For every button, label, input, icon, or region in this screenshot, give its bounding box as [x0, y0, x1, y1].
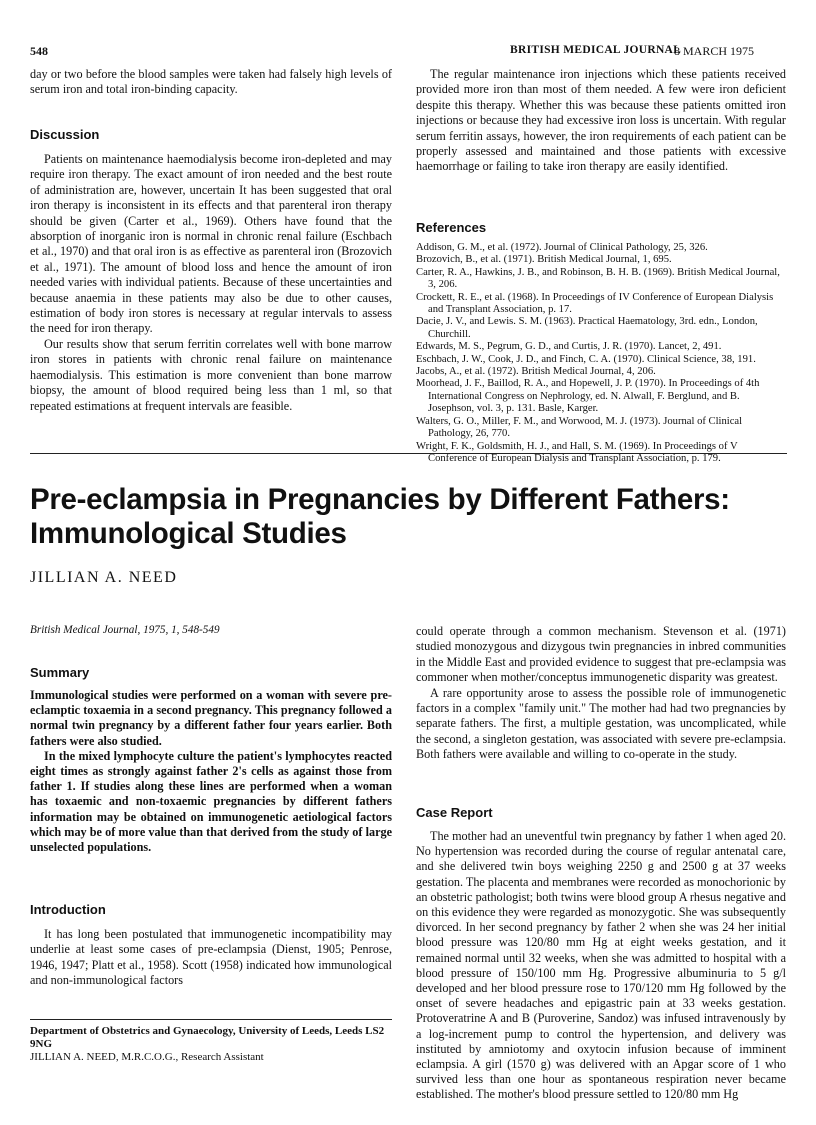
- footnote-rule: [30, 1019, 392, 1020]
- references-list: [416, 242, 786, 465]
- introduction-heading: Introduction: [30, 902, 106, 917]
- discussion-body: [30, 152, 392, 414]
- body-paragraph: A rare opportunity arose to assess the possible role of immunogenetic factors in a complex "family unit." The mother had had two pregnancies by separate fathers. The first, a multiple gestation, was uncomplicated, while the second, a singleton gestation, was associated with severe pre-eclampsia. Both fathers were available and willing to co-operate in the study.: [416, 685, 786, 762]
- page-number: 548: [30, 44, 48, 58]
- summary-paragraph: In the mixed lymphocyte culture the patient's lymphocytes reacted eight times as strongly against father 2's cells as against those from father 1. If studies along these lines are performed when a woman has toxaemic and non-toxaemic pregnancies by different fathers information may be obtained on immunogenetic aetiological factors which may be of more value than that derived from the study of large unselected populations.: [30, 748, 392, 855]
- case-report-paragraph: The mother had an uneventful twin pregnancy by father 1 when aged 20. No hypertension was recorded during the course of regular antenatal care, and she delivered twin boys weighing 2250 g and 2500 g at 37 weeks gestation. The placenta and membranes were recorded as monochorionic by an obstetric pathologist; both twins were blood group A rhesus negative and on this evidence they were regarded as monozygotic. She was subsequently divorced. In her second pregnancy by father 2 when she was 24 her initial blood pressure was 120/80 mm Hg at eight weeks gestation, and it remained normal until 32 weeks, when she was admitted to hospital with a blood pressure of 150/100 mm Hg. Progressive albuminuria to 5 g/l developed and her blood pressure rose to 170/120 mm Hg followed by the onset of severe headaches and epigastric pain at 33 weeks gestation. Protoveratrine A and B (Puroverine, Sandoz) was infused intravenously by a log-increment pump to control the hypertension, and delivery was instituted by amniotomy and oxytocin infusion because of imminent eclampsia. A girl (1570 g) was delivered with an Apgar score of 1 who survived less than one hour as spontaneous respiration never became established. The mother's blood pressure settled to 120/80 mm Hg: [416, 829, 786, 1102]
- reference-item: Moorhead, J. F., Baillod, R. A., and Hopewell, J. P. (1970). In Proceedings of 4th International Congress on Nephrology, ed. N. Alwall, F. Berglund, and B. Josephson, vol. 3, p. 131. Basle, Karger.: [416, 378, 760, 415]
- discussion-paragraph: Patients on maintenance haemodialysis become iron-depleted and may require iron therapy. The exact amount of iron needed and the best route of administration are, however, uncertain It has been suggested that oral iron therapy is inconsistent in its effects and that parenteral iron therapy should be given (Carter et al., 1969). Others have found that the absorption of inorganic iron is normal in chronic renal failure (Eschbach et al., 1970) and that oral iron is as effective as parenteral iron (Brozovich et al., 1971). The amount of blood loss and hence the amount of iron needed varies with individual patients. Because of these uncertainties and because anaemia in these patients may also be due to other causes, estimation of body iron stores is necessary at regular intervals to assess the need for iron therapy.: [30, 152, 392, 336]
- journal-name: BRITISH MEDICAL JOURNAL: [510, 44, 682, 56]
- reference-item: Brozovich, B., et al. (1971). British Medical Journal, 1, 695.: [416, 254, 672, 266]
- prev-article-right-top: [416, 67, 786, 175]
- article-title: Pre-eclampsia in Pregnancies by Different Fathers: Immunological Studies: [30, 483, 730, 550]
- right-column-intro: [416, 624, 786, 763]
- article-author: JILLIAN A. NEED: [30, 569, 178, 586]
- summary-body: [30, 688, 392, 855]
- reference-item: Walters, G. O., Miller, F. M., and Worwood, M. J. (1973). Journal of Clinical Pathology, 26, 770.: [416, 415, 743, 440]
- article-citation: British Medical Journal, 1975, 1, 548-549: [30, 624, 220, 636]
- author-affiliation-block: [30, 1025, 400, 1064]
- discussion-paragraph: Our results show that serum ferritin correlates well with bone marrow iron stores in patients with chronic renal failure on maintenance haemodialysis. This estimation is more convenient than bone marrow biopsy, the amount of blood required being less than 1 ml, so that repeated estimations at frequent intervals are feasible.: [30, 336, 392, 413]
- reference-item: Jacobs, A., et al. (1972). British Medical Journal, 4, 206.: [416, 366, 656, 378]
- case-report-heading: Case Report: [416, 805, 493, 820]
- summary-paragraph: Immunological studies were performed on a woman with severe pre-eclamptic toxaemia in a second pregnancy. This pregnancy followed a normal twin pregnancy by a different father four years earlier. Both fathers were also studied.: [30, 688, 392, 748]
- summary-heading: Summary: [30, 665, 90, 680]
- issue-date: 8 MARCH 1975: [674, 44, 755, 58]
- article-separator: [30, 453, 787, 454]
- reference-item: Crockett, R. E., et al. (1968). In Proceedings of IV Conference of European Dialysis and Transplant Association, p. 17.: [416, 291, 774, 316]
- introduction-paragraph: It has long been postulated that immunogenetic incompatibility may underlie at least some cases of pre-eclampsia (Dienst, 1905; Penrose, 1946, 1947; Platt et al., 1958). Scott (1958) indicated how immunological and non-immunological factors: [30, 927, 392, 988]
- discussion-heading: Discussion: [30, 127, 100, 142]
- reference-item: Wright, F. K., Goldsmith, H. J., and Hall, S. M. (1969). In Proceedings of V Conference of European Dialysis and Transplant Association, p. 179.: [416, 440, 738, 464]
- body-paragraph: could operate through a common mechanism. Stevenson et al. (1971) studied monozygous and dizygous twin pregnancies in inbred communities in the Middle East and provided evidence to suggest that pre-eclampsia was commoner when mother/conceptus immunogenetic disparity was greatest.: [416, 624, 786, 685]
- prev-article-left-top: [30, 67, 392, 98]
- case-report-body: [416, 829, 786, 1103]
- reference-item: Edwards, M. S., Pegrum, G. D., and Curtis, J. R. (1970). Lancet, 2, 491.: [416, 341, 722, 353]
- reference-item: Dacie, J. V., and Lewis. S. M. (1963). Practical Haematology, 3rd. edn., London, Churchill.: [416, 316, 758, 340]
- prev-right-top-text: The regular maintenance iron injections which these patients received provided more iron than most of them needed. A few were iron deficient despite this therapy. Whether this was because these patients omitted iron injections or because they had excessive iron loss is uncertain. With regular serum ferritin assays, however, the iron requirements of each patient can be properly assessed and maintained and those patients with excessive haemorrhage or failing to take iron therapy are easily identified.: [416, 67, 786, 174]
- prev-left-top-text: day or two before the blood samples were taken had falsely high levels of serum iron and total iron-binding capacity.: [30, 67, 392, 97]
- author-role: JILLIAN A. NEED, M.R.C.O.G., Research Assistant: [30, 1051, 264, 1063]
- references-heading: References: [416, 220, 487, 235]
- introduction-body: [30, 927, 392, 989]
- affiliation: Department of Obstetrics and Gynaecology, University of Leeds, Leeds LS2 9NG: [30, 1025, 385, 1050]
- reference-item: Addison, G. M., et al. (1972). Journal of Clinical Pathology, 25, 326.: [416, 242, 708, 253]
- reference-item: Eschbach, J. W., Cook, J. D., and Finch, C. A. (1970). Clinical Science, 38, 191.: [416, 353, 756, 365]
- reference-item: Carter, R. A., Hawkins, J. B., and Robinson, B. H. B. (1969). British Medical Journal, 3, 206.: [416, 266, 780, 291]
